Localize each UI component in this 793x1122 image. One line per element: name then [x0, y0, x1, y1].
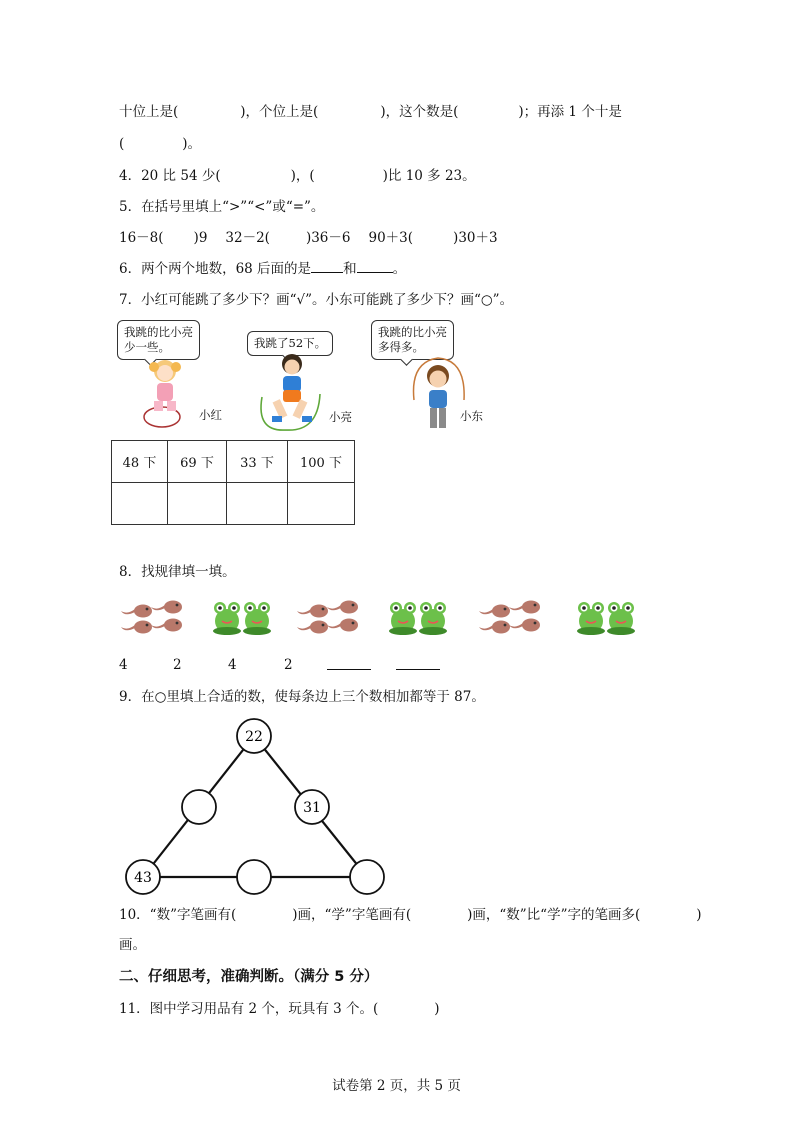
- value-bottom-left: 43: [134, 870, 152, 886]
- q3-open: (: [119, 136, 125, 152]
- bubble-xiaohong: 我跳的比小亮 少一些。: [117, 320, 200, 360]
- name-xiaodong: 小东: [460, 409, 483, 423]
- q8-title: 8．找规律填一填。: [119, 564, 236, 580]
- q11-text: 11．图中学习用品有 2 个，玩具有 3 个。(: [119, 1001, 379, 1017]
- boy-jumping-rope-image: [256, 352, 326, 437]
- answer-cell[interactable]: [168, 483, 227, 525]
- q4-text-3: )比 10 多 23。: [382, 168, 476, 184]
- q6-text-1: 6．两个两个地数，68 后面的是: [119, 261, 312, 277]
- answer-cell[interactable]: [288, 483, 355, 525]
- q6-line: [119, 260, 406, 278]
- q6-text-2: 和: [343, 261, 357, 277]
- q11-line: [119, 1000, 440, 1018]
- bubble-xiaodong: 我跳的比小亮 多得多。: [371, 320, 454, 360]
- q5-item-1-left: 16－8(: [119, 230, 164, 246]
- q4-text-1: 4．20 比 54 少(: [119, 168, 221, 184]
- frogs-group-2: [389, 602, 447, 635]
- q6-blank-1[interactable]: [311, 260, 343, 273]
- circle-bottom-right[interactable]: [350, 860, 384, 894]
- value-right-mid: 31: [303, 800, 321, 816]
- tadpoles-group-1: [121, 601, 182, 634]
- frogs-group-3: [577, 602, 635, 635]
- jump-options-table: [111, 440, 355, 525]
- q10-text-1: 10．“数”字笔画有(: [119, 907, 237, 923]
- option-cell: 69 下: [168, 441, 227, 483]
- option-cell: 33 下: [227, 441, 288, 483]
- option-cell: 48 下: [112, 441, 168, 483]
- q11-close: ): [434, 1001, 440, 1017]
- q10-text-2: )画，“学”字笔画有(: [292, 907, 412, 923]
- seq-number-2: 2: [173, 657, 182, 673]
- q3-close: )。: [182, 136, 202, 152]
- q10-text-4: ): [696, 907, 702, 923]
- option-cell: 100 下: [288, 441, 355, 483]
- value-top: 22: [245, 729, 263, 745]
- q10-text-3: )画，“数”比“学”字的笔画多(: [467, 907, 641, 923]
- q3-text-2: )，个位上是(: [240, 104, 319, 120]
- girl-jumping-image: [140, 355, 200, 430]
- tadpoles-group-3: [479, 601, 540, 634]
- seq-blank-2[interactable]: [396, 669, 440, 670]
- q3-line2: [119, 135, 201, 153]
- q7-title: 7．小红可能跳了多少下？画“√”。小东可能跳了多少下？画“○”。: [119, 292, 514, 308]
- name-xiaohong: 小红: [199, 408, 222, 422]
- circle-left-mid[interactable]: [182, 790, 216, 824]
- frogs-group-1: [213, 602, 271, 635]
- tadpoles-group-2: [297, 601, 358, 634]
- q5-item-2-left: 32－2(: [225, 230, 270, 246]
- q3-text-1: 十位上是(: [119, 104, 179, 120]
- q5-title: 5．在括号里填上“>”“<”或“=”。: [119, 199, 325, 215]
- q5-items: [119, 229, 498, 247]
- answer-cell[interactable]: [112, 483, 168, 525]
- q4-text-2: )，(: [290, 168, 315, 184]
- seq-number-1: 4: [119, 657, 128, 673]
- q5-item-2-right: )36－6: [305, 230, 351, 246]
- q5-item-1-right: )9: [193, 230, 208, 246]
- triangle-diagram: [118, 714, 393, 899]
- section-2-heading: 二、仔细思考，准确判断。（满分 5 分）: [119, 969, 379, 985]
- q3-line1: [119, 103, 622, 121]
- page-footer: 试卷第 2 页，共 5 页: [332, 1078, 461, 1094]
- q10-line2: 画。: [119, 937, 146, 953]
- seq-number-3: 4: [228, 657, 237, 673]
- q3-text-3: )，这个数是(: [380, 104, 459, 120]
- seq-number-4: 2: [284, 657, 293, 673]
- q10-line1: [119, 906, 702, 924]
- answer-cell[interactable]: [227, 483, 288, 525]
- boy-xiaodong-image: [408, 352, 468, 434]
- q6-text-3: 。: [392, 261, 407, 277]
- q5-item-3-right: )30＋3: [453, 230, 498, 246]
- q9-title: 9．在○里填上合适的数，使每条边上三个数相加都等于 87。: [119, 689, 485, 705]
- q4-line: [119, 167, 476, 185]
- q3-text-4: )；再添 1 个十是: [518, 104, 622, 120]
- q6-blank-2[interactable]: [357, 260, 393, 273]
- name-xiaoliang: 小亮: [329, 410, 352, 424]
- pattern-row: [115, 595, 655, 645]
- seq-blank-1[interactable]: [327, 669, 371, 670]
- circle-bottom-mid[interactable]: [237, 860, 271, 894]
- bubble-xiaoliang: 我跳了52下。: [247, 331, 333, 356]
- q5-item-3-left: 90＋3(: [368, 230, 414, 246]
